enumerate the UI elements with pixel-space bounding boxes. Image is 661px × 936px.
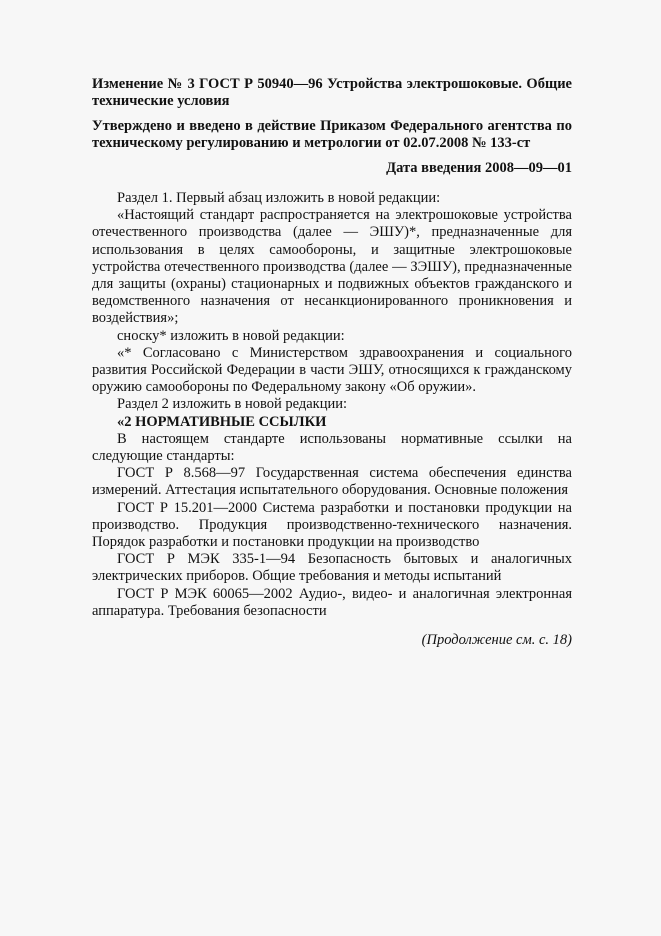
paragraph-footnote: «* Согласовано с Министерством здравоохранения и социального развития Российской Федерации в части ЭШУ, относящихся к гражданскому оружию самообороны по Федеральному закону «Об оружии». [92, 344, 572, 396]
paragraph-scope: «Настоящий стандарт распространяется на электрошоковые устройства отечественного производства (далее — ЭШУ)*, предназначенные для использования в целях самообороны, и защитные электрошоковые устройства отечественного производства (далее — ЗЭШУ), предназначенные для защиты (охраны) стационарных и подвижных объектов гражданского и ведомственного назначения от несанкционированного проникновения и воздействия»; [92, 207, 572, 327]
body-text [92, 190, 572, 620]
amendment-title: Изменение № 3 ГОСТ Р 50940—96 Устройства электрошоковые. Общие технические условия [92, 76, 572, 109]
reference-item: ГОСТ Р МЭК 60065—2002 Аудио-, видео- и аналогичная электронная аппаратура. Требования безопасности [92, 585, 572, 619]
effective-date: Дата введения 2008—09—01 [386, 160, 572, 176]
continued-note: (Продолжение см. с. 18) [421, 632, 572, 648]
paragraph-section2-intro: Раздел 2 изложить в новой редакции: [117, 396, 348, 413]
reference-item: ГОСТ Р МЭК 335-1—94 Безопасность бытовых и аналогичных электрических приборов. Общие требования и методы испытаний [92, 551, 572, 585]
paragraph-section1-intro: Раздел 1. Первый абзац изложить в новой редакции: [117, 190, 441, 206]
reference-item: ГОСТ Р 15.201—2000 Система разработки и постановки продукции на производство. Продукция производственно-технического назначения. Порядок разработки и постановки продукции на производство [92, 499, 572, 551]
approval-statement: Утверждено и введено в действие Приказом Федерального агентства по техническому регулированию и метрологии от 02.07.2008 № 133-ст [92, 118, 572, 151]
section-heading: «2 НОРМАТИВНЫЕ ССЫЛКИ [117, 413, 327, 430]
paragraph-references-intro: В настоящем стандарте использованы нормативные ссылки на следующие стандарты: [92, 430, 572, 465]
reference-item: ГОСТ Р 8.568—97 Государственная система обеспечения единства измерений. Аттестация испытательного оборудования. Основные положения [92, 465, 572, 499]
paragraph-footnote-intro: сноску* изложить в новой редакции: [117, 327, 345, 344]
